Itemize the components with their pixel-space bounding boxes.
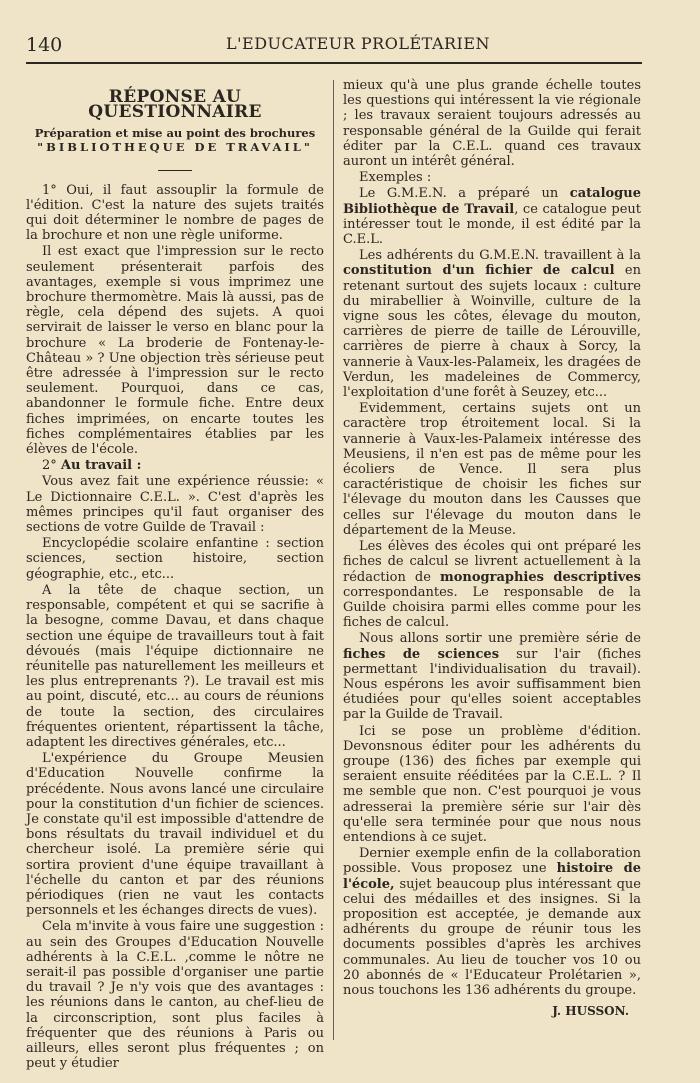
column-divider bbox=[333, 80, 334, 1040]
paragraph bbox=[26, 458, 324, 473]
paragraph bbox=[343, 631, 641, 722]
text-run: Le G.M.E.N. a préparé un bbox=[359, 186, 559, 202]
left-column bbox=[26, 78, 324, 1071]
text-run: correspondantes. Le responsable de la Guilde choisira parmi elles comme pour les fiches de calcul. bbox=[343, 584, 641, 631]
text-run: Dernier exemple enfin de la collaboration possible. Vous proposez une bbox=[343, 846, 641, 877]
emphasis: catalogue Bibliothèque de Travail bbox=[343, 186, 641, 217]
header-rule bbox=[26, 62, 642, 64]
title-rule bbox=[158, 170, 192, 171]
paragraph: L'expérience du Groupe Meusien d'Education Nouvelle confirme la précédente. Nous avons lancé une circulaire pour la constitution d'un fichier de sciences. Je constate qu'il est impossible d'attendre de bons résultats du travail individuel et du chercheur isolé. La première série qui sortira provient d'une équipe travaillant à l'échelle du canton et par des réunions périodiques (rien ne vaut les contacts personnels et les échanges directs de vues). bbox=[26, 751, 324, 919]
emphasis: monographies descriptives bbox=[439, 569, 641, 585]
paragraph: 1° Oui, il faut assouplir la formule de l'édition. C'est la nature des sujets traités qui doit déterminer le nombre de pages de la brochure et non une règle uniforme. bbox=[26, 182, 324, 244]
section-heading: Au travail : bbox=[60, 458, 142, 474]
paragraph bbox=[343, 186, 641, 247]
paragraph: Vous avez fait une expérience réussie: « Le Dictionnaire C.E.L. ». C'est d'après les mêmes principes qu'il faut organiser des sections de votre Guilde de Travail : bbox=[26, 474, 324, 536]
paragraph bbox=[343, 539, 641, 630]
section-number: 2° bbox=[42, 458, 57, 474]
text-run: sur l'air (fiches permettant l'individualisation du travail). Nous espérons les avoir suffisamment bien étudiées pour qu'elles soient acceptables par la Guilde de Travail. bbox=[343, 646, 641, 723]
paragraph: Il est exact que l'impression sur le recto seulement présenterait parfois des avantages, exemple si vous imprimez une brochure thermomètre. Mais là aussi, pas de règle, cela dépend des sujets. A quoi servirait de laisser le verso en blanc pour la brochure « La broderie de Fontenay-le-Château » ? Une objection très sérieuse peut être adressée à l'impression sur le recto seulement. Pourquoi, dans ce cas, abandonner le formule fiche. Entre deux fiches imprimées, on encarte toutes les fiches complémentaires établies par les élèves de l'école. bbox=[26, 244, 324, 458]
emphasis: histoire de l'école, bbox=[343, 861, 641, 892]
paragraph: Ici se pose un problème d'édition. Devonsnous éditer pour les adhérents du groupe (136) des fiches par exemple qui seraient ensuite rééditées par la C.E.L. ? Il me semble que non. C'est pourquoi je vous adresserai la première série sur l'air dès qu'elle sera terminée pour que nous nous entendions à ce sujet. bbox=[343, 723, 641, 845]
emphasis: constitution d'un fichier de calcul bbox=[343, 263, 615, 279]
paragraph: Encyclopédie scolaire enfantine : section sciences, section histoire, section géographie, etc., etc... bbox=[26, 536, 324, 582]
journal-title: L'EDUCATEUR PROLÉTARIEN bbox=[226, 34, 491, 53]
paragraph: Cela m'invite à vous faire une suggestion : au sein des Groupes d'Education Nouvelle adhérents à la C.E.L. ,comme le nôtre ne serait-il pas possible d'organiser une partie du travail ? Je n'y vois que des avantages : les réunions dans le canton, au chef-lieu de la circonscription, sont plus faciles à fréquenter que des réunions à Paris ou ailleurs, elles seront plus fréquentes ; on peut y étudier bbox=[26, 919, 324, 1072]
page-number: 140 bbox=[26, 34, 63, 56]
paragraph: Exemples : bbox=[359, 170, 432, 186]
text-run: Les adhérents du G.M.E.N. travaillent à la bbox=[359, 248, 641, 264]
paragraph bbox=[343, 846, 641, 998]
right-column bbox=[343, 78, 641, 1019]
article-subtitle: Préparation et mise au point des brochures bbox=[34, 126, 316, 141]
text-run: en retenant surtout des sujets locaux : culture du mirabellier à Woinville, culture de la vigne sous les côtes, élevage du mouton, carrières de pierre de taille de Lérouville, carrières de pierre à chaux à Sorcy, la vannerie à Vaux-les-Palameix, les dragées de Verdun, les madeleines de Commercy, l'exploitation d'une forêt à Seuzey, etc... bbox=[343, 263, 641, 401]
paragraph bbox=[343, 248, 641, 400]
text-run: Les élèves des écoles qui ont préparé les fiches de calcul se livrent actuellement à la rédaction de bbox=[343, 539, 641, 585]
text-run: sujet beaucoup plus intéressant que celui des médailles et des insignes. Si la proposition est acceptée, je demande aux adhérents du groupe de réunir tous les documents possibles d'après les archives communales. Au lieu de toucher vos 10 ou 20 abonnés de « l'Educateur Prolétarien », nous touchons les 136 adhérents du groupe. bbox=[343, 876, 641, 998]
paragraph: Evidemment, certains sujets ont un caractère trop étroitement local. Si la vannerie à Vaux-les-Palameix intéresse des Meusiens, il n'en est pas de même pour les écoliers de Vence. Il sera plus caractéristique de choisir les fiches sur l'élevage du mouton dans les Causses que celles sur l'élevage du mouton dans le département de la Meuse. bbox=[343, 401, 641, 538]
paragraph: A la tête de chaque section, un responsable, compétent et qui se sacrifie à la besogne, comme Davau, et dans chaque section une équipe de travailleurs tout à fait dévoués (mais l'équipe dictionnaire ne réunitelle pas naturellement les meilleurs et les plus entreprenants ?). Le travail est mis au point, discuté, etc... au cours de réunions de toute la section, des circulaires fréquentes orientent, répartissent la tâche, adaptent les directives générales, etc... bbox=[26, 582, 324, 750]
page-header bbox=[26, 28, 642, 64]
text-run: , ce catalogue peut intéresser tout le monde, il est édité par la C.E.L. bbox=[343, 201, 642, 248]
text-run: Nous allons sortir une première série de bbox=[359, 631, 641, 647]
article-subtitle-series: "BIBLIOTHEQUE DE TRAVAIL" bbox=[37, 140, 313, 155]
author-signature: J. HUSSON. bbox=[552, 1004, 629, 1019]
article-title: RÉPONSE AU QUESTIONNAIRE bbox=[88, 87, 262, 123]
emphasis: fiches de sciences bbox=[343, 646, 500, 662]
paragraph: mieux qu'à une plus grande échelle toutes les questions qui intéressent la vie régionale ; les travaux seraient toujours adressés au responsable général de la Guilde qui ferait éditer par la C.E.L. quand ces travaux auront un intérêt général. bbox=[343, 78, 641, 170]
